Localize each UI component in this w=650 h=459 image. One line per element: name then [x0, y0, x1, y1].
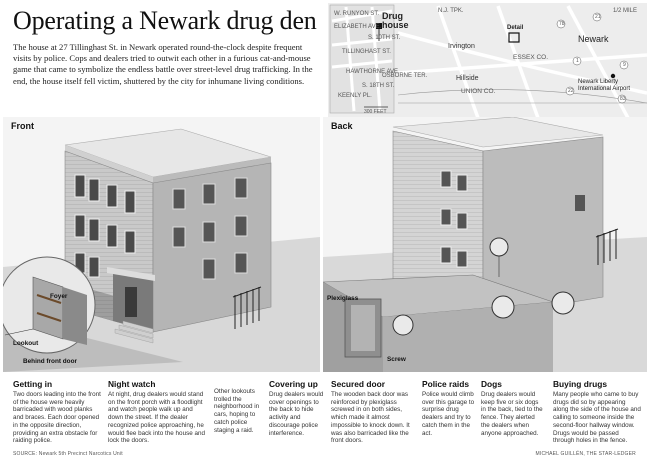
place-label: Newark Liberty International Airport	[578, 79, 631, 92]
caption-dogs	[481, 379, 543, 437]
drug-house-label: Drug house	[382, 11, 409, 30]
back-house-graphic	[323, 117, 647, 372]
behind-front-door-callout: Behind front door	[23, 358, 77, 365]
map-scale-large: 1/2 MILE	[613, 8, 638, 14]
caption-heading: Secured door	[331, 379, 385, 389]
caption-covering-up	[269, 379, 325, 437]
route-number: 1	[576, 58, 579, 64]
caption-body: Drug dealers would keep five or six dogs in the back, tied to the fence. They alerted the dealers when anyone approached.	[481, 391, 543, 437]
caption-body: At night, drug dealers would stand on the front porch with a floodlight and watch people walk up and down the street. If the dealer recognized police approaching, he would flee back into the house and lock the doors.	[108, 391, 205, 445]
route-number: 83	[620, 96, 626, 102]
street-label: S. 18TH ST.	[362, 83, 395, 89]
route-number: 9	[623, 62, 626, 68]
page-title: Operating a Newark drug den	[13, 6, 317, 35]
back-illustration	[323, 117, 647, 372]
front-house-graphic	[3, 117, 320, 372]
caption-lookouts	[214, 388, 266, 434]
street-label: KEENLY PL.	[338, 93, 372, 99]
plexiglass-callout: Plexiglass	[327, 295, 359, 302]
intro-text: The house at 27 Tillinghast St. in Newark operated round-the-clock despite frequent visits by police. Cops and dealers tried to outwit each other in a furious cat-and-mouse game that came to symbolize the endless battle over street-level drug trafficking. In the end, the house itself fell victim, shuttered by the city for inhumane living conditions.	[13, 42, 313, 86]
front-illustration	[3, 117, 320, 372]
caption-heading: Getting in	[13, 379, 53, 389]
place-label: Irvington	[448, 43, 475, 50]
street-label: HAWTHORNE AVE.	[346, 69, 400, 75]
map-graphic	[328, 3, 647, 118]
place-label: UNION CO.	[461, 88, 496, 95]
locator-map	[328, 3, 647, 118]
back-label: Back	[331, 121, 353, 131]
foyer-callout: Foyer	[50, 293, 68, 300]
route-number: 22	[568, 88, 574, 94]
caption-body: Many people who came to buy drugs did so by appearing along the side of the house and calling to someone inside the second-floor hallway window. Drugs would be passed through holes in the fence.	[553, 391, 641, 445]
detail-label: Detail	[507, 25, 524, 31]
place-label: Newark	[578, 34, 609, 44]
caption-body: Two doors leading into the front of the house were heavily barricaded with wood planks and braces. Each door opened in the opposite direction, providing an extra obstacle for raiding police.	[13, 391, 101, 445]
caption-buying-drugs	[553, 379, 641, 445]
street-label: ELIZABETH AVE.	[334, 24, 382, 30]
caption-heading: Dogs	[481, 379, 502, 389]
street-label: N.J. TPK.	[438, 8, 464, 14]
caption-night-watch	[108, 379, 208, 445]
street-label: TILLINGHAST ST.	[342, 49, 391, 55]
caption-heading: Police raids	[422, 379, 470, 389]
caption-body: The wooden back door was reinforced by plexiglass screwed in on both sides, which made it almost impossible to knock down. It was also barricaded like the front doors.	[331, 391, 410, 445]
place-label: Hillside	[456, 75, 479, 82]
street-label: W. RUNYON ST.	[334, 11, 380, 17]
screw-callout: Screw	[387, 356, 406, 363]
caption-heading: Buying drugs	[553, 379, 607, 389]
route-number: 21	[595, 14, 601, 20]
caption-getting-in	[13, 379, 103, 445]
caption-body: Other lookouts trolled the neighborhood in cars, hoping to catch police staging a raid.	[214, 388, 260, 434]
caption-body: Police would climb over this garage to surprise drug dealers and try to catch them in the act.	[422, 391, 475, 437]
route-number: 78	[559, 21, 565, 27]
caption-body: Drug dealers would cover openings to the back to hide activity and discourage police interference.	[269, 391, 324, 437]
credit-line: MICHAEL GUILLÉN, THE STAR-LEDGER	[535, 451, 636, 457]
place-label: ESSEX CO.	[513, 54, 549, 61]
caption-heading: Covering up	[269, 379, 318, 389]
street-label: S. 10TH ST.	[368, 35, 401, 41]
street-label: OSBORNE TER.	[382, 73, 428, 79]
caption-police-raids	[422, 379, 478, 437]
caption-secured-door	[331, 379, 415, 445]
caption-heading: Night watch	[108, 379, 156, 389]
lookout-callout: Lookout	[13, 340, 39, 347]
front-label: Front	[11, 121, 34, 131]
source-line: SOURCE: Newark 5th Precinct Narcotics Unit	[13, 451, 123, 457]
map-scale-small: 300 FEET	[364, 109, 387, 115]
